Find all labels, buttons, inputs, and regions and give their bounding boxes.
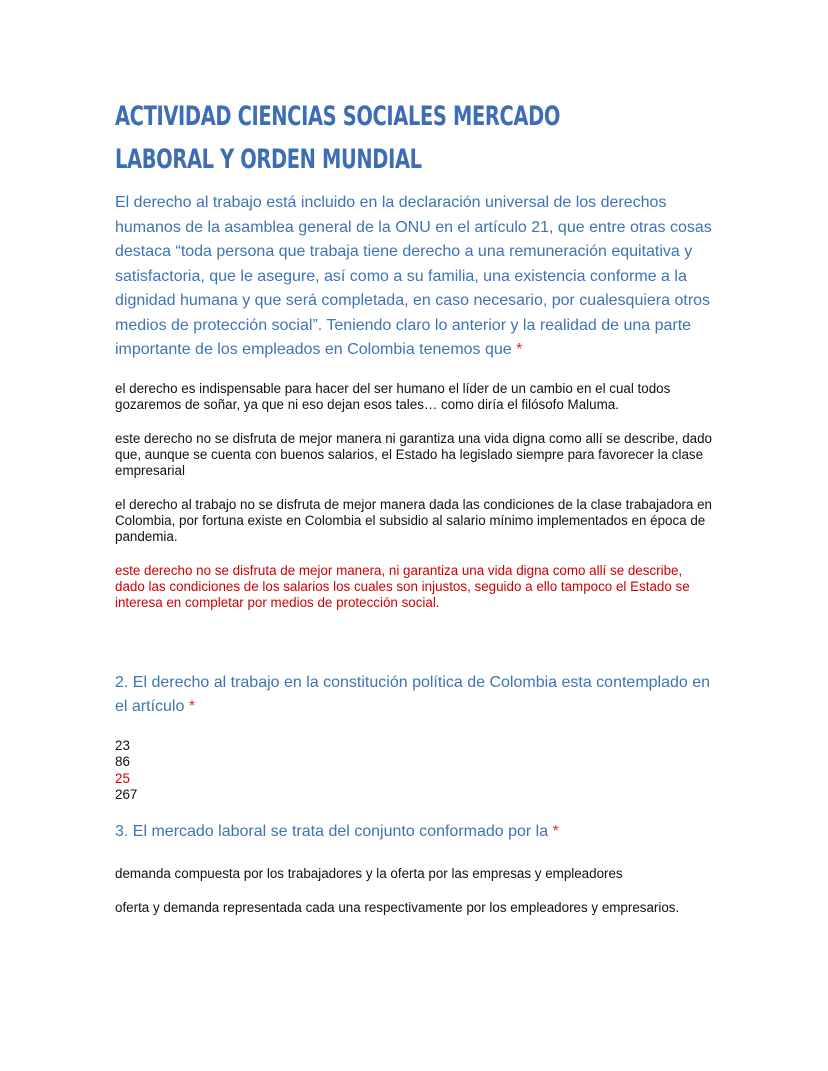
required-marker: *	[552, 822, 559, 840]
question-3	[115, 820, 715, 917]
question-1-text: El derecho al trabajo está incluido en la declaración universal de los derechos humanos de la asamblea general de la ONU en el artículo 21, que entre otras cosas destaca “toda persona que trabaja tiene derecho a una remuneración equitativa y satisfactoria, que le asegure, así como a su familia, una existencia conforme a la dignidad humana y que será completada, en caso necesario, por cualesquiera otros medios de protección social”. Teniendo claro lo anterior y la realidad de una parte importante de los empleados en Colombia tenemos que *	[115, 194, 712, 358]
question-1-option-4-selected[interactable]: este derecho no se disfruta de mejor manera, ni garantiza una vida digna como allí se describe, dado las condiciones de los salarios los cuales son injustos, seguido a ello tampoco el Estado se interesa en completar por medios de protección social.	[115, 562, 690, 610]
question-2-text: 2. El derecho al trabajo en la constitución política de Colombia esta contemplado en el artículo *	[115, 673, 711, 715]
question-3-option-2[interactable]: oferta y demanda representada cada una respectivamente por los empleadores y empresarios.	[115, 900, 680, 915]
question-1-option-3[interactable]: el derecho al trabajo no se disfruta de mejor manera dada las condiciones de la clase trabajadora en Colombia, por fortuna existe en Colombia el subsidio al salario mínimo implementados en época de pandemia.	[115, 496, 712, 544]
question-3-text: 3. El mercado laboral se trata del conjunto conformado por la *	[115, 822, 559, 840]
question-2-option-2[interactable]: 86	[115, 754, 130, 769]
question-1-option-2[interactable]: este derecho no se disfruta de mejor manera ni garantiza una vida digna como allí se describe, dado que, aunque se cuenta con buenos salarios, el Estado ha legislado siempre para favorecer la clase empresarial	[115, 430, 712, 478]
question-2-option-3-selected[interactable]: 25	[115, 770, 130, 786]
question-2	[115, 671, 715, 804]
question-3-option-1[interactable]: demanda compuesta por los trabajadores y la oferta por las empresas y empleadores	[115, 866, 623, 881]
form-page	[115, 95, 715, 916]
required-marker: *	[516, 341, 523, 358]
question-2-option-1[interactable]: 23	[115, 737, 130, 753]
question-2-options	[115, 738, 715, 804]
page-title: ACTIVIDAD CIENCIAS SOCIALES MERCADO LABORAL Y ORDEN MUNDIAL	[115, 101, 561, 175]
question-1	[115, 191, 715, 611]
required-marker: *	[188, 698, 196, 715]
question-2-option-4[interactable]: 267	[115, 787, 138, 802]
question-1-option-1[interactable]: el derecho es indispensable para hacer del ser humano el líder de un cambio en el cual todos gozaremos de soñar, ya que ni eso dejan esos tales… como diría el filósofo Maluma.	[115, 380, 671, 412]
